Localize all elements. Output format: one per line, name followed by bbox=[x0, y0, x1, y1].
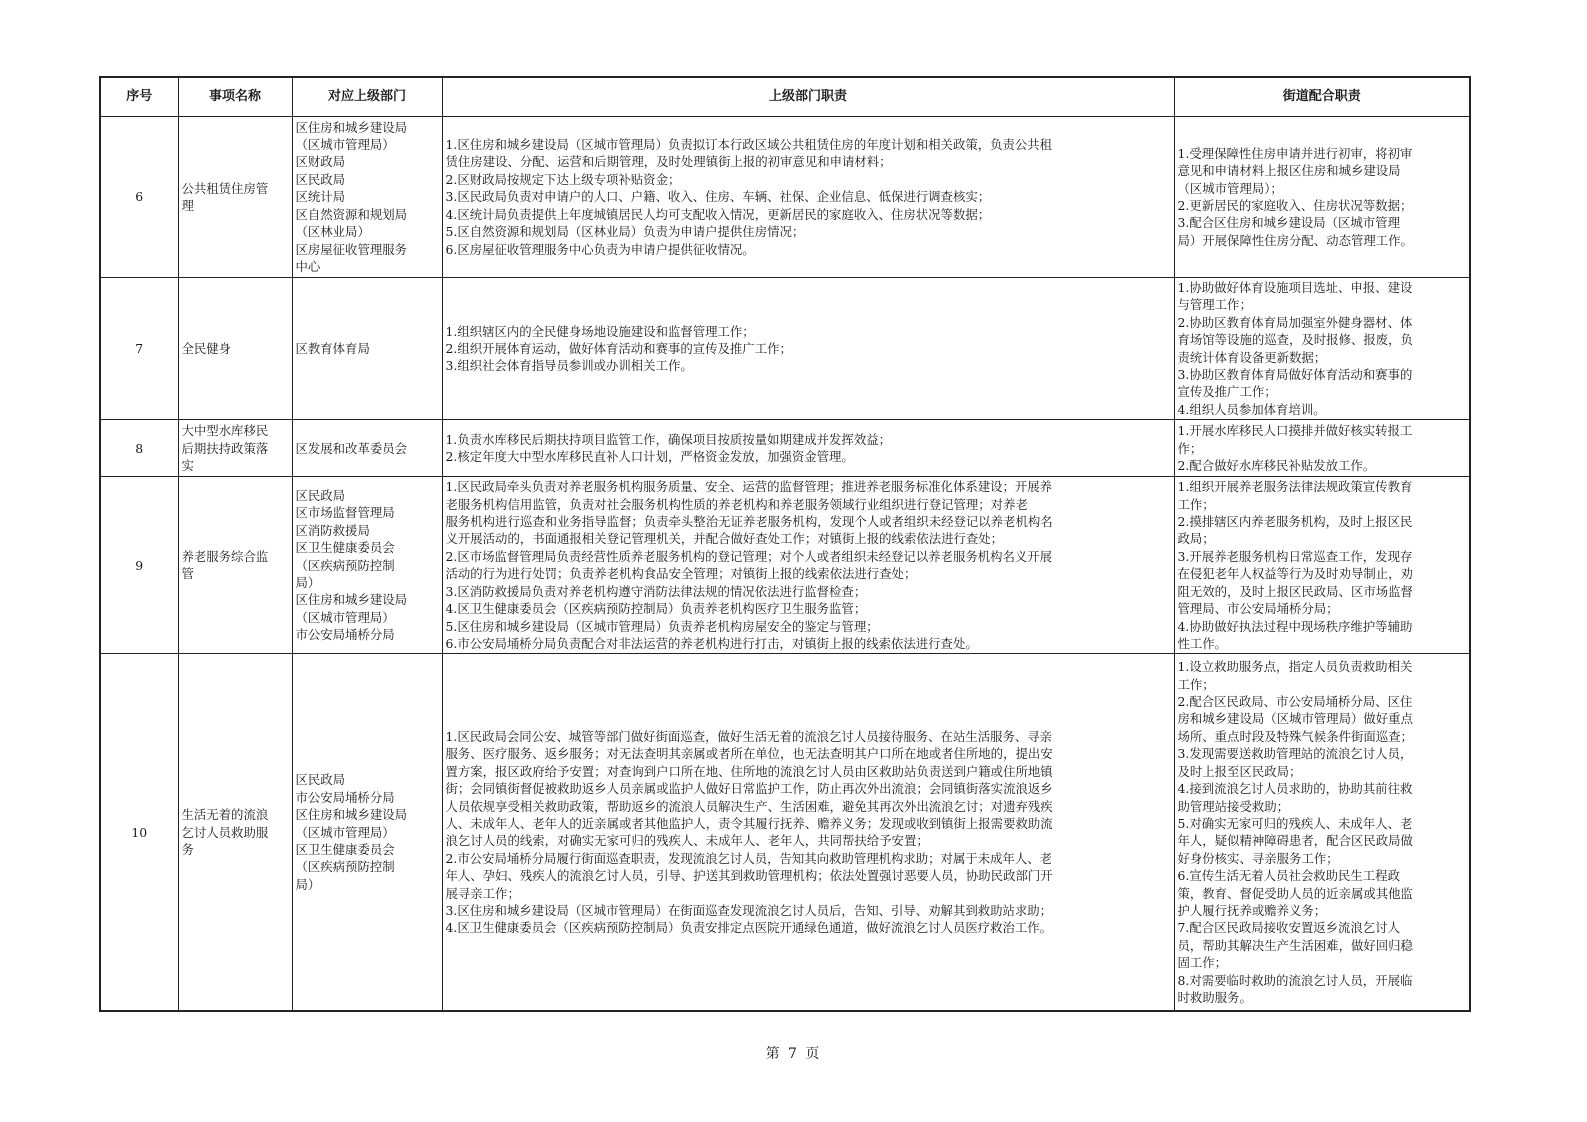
text-line: 生活无着的流浪 bbox=[181, 807, 269, 823]
text-line: 2.配合做好水库移民补贴发放工作。 bbox=[1177, 457, 1376, 473]
text-line: （区城市管理局）； bbox=[1177, 180, 1283, 196]
superior-duties-cell bbox=[442, 278, 1174, 420]
text-line: 2.配合区民政局、市公安局埇桥分局、区住 bbox=[1177, 694, 1413, 710]
text-line: 场所、重点时段及特殊气候条件街面巡查； bbox=[1177, 728, 1413, 744]
row-index: 10 bbox=[100, 654, 178, 1012]
text-line: 作； bbox=[1177, 440, 1203, 456]
text-line: 市公安局埇桥分局 bbox=[295, 789, 395, 805]
text-line: 养老服务综合监 bbox=[181, 548, 269, 564]
text-line: 2.核定年度大中型水库移民直补人口计划，严格资金发放，加强资金管理。 bbox=[445, 449, 854, 465]
text-line: 助管理站接受救助； bbox=[1177, 798, 1290, 814]
text-line: 活动的行为进行处罚；负责养老机构食品安全管理；对镇街上报的线索依法进行查处； bbox=[445, 566, 917, 582]
text-line: 4.区卫生健康委员会（区疾病预防控制局）负责安排定点医院开通绿色通道，做好流浪乞讨人员医疗救治工作。 bbox=[445, 920, 1053, 936]
text-line: 4.接到流浪乞讨人员求助的，协助其前往救 bbox=[1177, 781, 1413, 797]
text-line: 5.区住房和城乡建设局（区城市管理局）负责养老机构房屋安全的鉴定与管理； bbox=[445, 618, 879, 634]
text-line: 性工作。 bbox=[1177, 635, 1228, 651]
text-line: 浪乞讨人员的线索，对确实无家可归的残疾人、未成年人、老年人，共同帮扶给予安置； bbox=[445, 833, 929, 849]
text-line: 区教育体育局 bbox=[295, 340, 370, 356]
table-row bbox=[100, 420, 1470, 477]
text-line: 2.摸排辖区内养老服务机构，及时上报区民 bbox=[1177, 514, 1413, 530]
text-line: 房和城乡建设局（区城市管理局）做好重点 bbox=[1177, 711, 1413, 727]
text-line: 区发展和改革委员会 bbox=[295, 440, 408, 456]
text-line: 4.区统计局负责提供上年度城镇居民人均可支配收入情况，更新居民的家庭收入、住房状况等数据； bbox=[445, 206, 991, 222]
text-line: 策，教育、督促受助人员的近亲属或其他监 bbox=[1177, 885, 1413, 901]
row-index: 6 bbox=[100, 117, 178, 278]
item-name-cell bbox=[178, 117, 292, 278]
text-line: 1.设立救助服务点，指定人员负责救助相关 bbox=[1177, 659, 1413, 675]
text-line: 中心 bbox=[295, 258, 321, 274]
text-line: 老服务机构信用监管，负责对社会服务机构性质的养老机构和养老服务领域行业组织进行登记管理；对养老 bbox=[445, 496, 1028, 512]
street-duties-cell bbox=[1174, 654, 1470, 1012]
text-line: 政局； bbox=[1177, 531, 1215, 547]
text-line: 管理局、市公安局埇桥分局； bbox=[1177, 601, 1339, 617]
table-header-row bbox=[100, 77, 1470, 117]
street-duties-cell bbox=[1174, 278, 1470, 420]
text-line: 5.对确实无家可归的残疾人、未成年人、老 bbox=[1177, 815, 1413, 831]
text-line: 1.开展水库移民人口摸排并做好核实转报工 bbox=[1177, 423, 1413, 439]
text-line: 区民政局 bbox=[295, 772, 346, 788]
text-line: 1.受理保障性住房申请并进行初审，将初审 bbox=[1177, 145, 1413, 161]
text-line: 责统计体育设备更新数据； bbox=[1177, 349, 1327, 365]
text-line: 6.市公安局埇桥分局负责配合对非法运营的养老机构进行打击，对镇街上报的线索依法进行查处。 bbox=[445, 635, 978, 651]
header-superior-duties: 上级部门职责 bbox=[442, 77, 1174, 117]
text-line: 育场馆等设施的巡查，及时报修、报废，负 bbox=[1177, 332, 1413, 348]
street-duties-cell bbox=[1174, 477, 1470, 654]
header-superior-dept: 对应上级部门 bbox=[292, 77, 442, 117]
text-line: 年人、孕妇、残疾人的流浪乞讨人员，引导、护送其到救助管理机构；依法处置强讨恶要人员，协助民政部门开 bbox=[445, 868, 1053, 884]
text-line: 大中型水库移民 bbox=[181, 423, 269, 439]
text-line: 人、未成年人、老年人的近亲属或者其他监护人，责令其履行抚养、赡养义务；发现或收到镇街上报需要救助流 bbox=[445, 815, 1053, 831]
row-index: 7 bbox=[100, 278, 178, 420]
text-line: 区住房和城乡建设局 bbox=[295, 119, 408, 135]
text-line: 赁住房建设、分配、运营和后期管理，及时处理镇街上报的初审意见和申请材料； bbox=[445, 154, 892, 170]
text-line: 2.市公安局埇桥分局履行街面巡查职责，发现流浪乞讨人员，告知其向救助管理机构求助；对属于未成年人、老 bbox=[445, 850, 1053, 866]
text-line: 7.配合区民政局接收安置返乡流浪乞讨人 bbox=[1177, 920, 1400, 936]
street-duties-cell bbox=[1174, 420, 1470, 477]
text-line: 1.组织开展养老服务法律法规政策宣传教育 bbox=[1177, 479, 1413, 495]
text-line: 区卫生健康委员会 bbox=[295, 540, 395, 556]
superior-duties-cell bbox=[442, 117, 1174, 278]
superior-dept-cell bbox=[292, 654, 442, 1012]
text-line: 2.区市场监督管理局负责经营性质养老服务机构的登记管理；对个人或者组织未经登记以养老服务机构名义开展 bbox=[445, 548, 1053, 564]
text-line: 局） bbox=[295, 876, 321, 892]
text-line: 区住房和城乡建设局 bbox=[295, 807, 408, 823]
superior-duties-cell bbox=[442, 654, 1174, 1012]
text-line: 3.发现需要送救助管理站的流浪乞讨人员， bbox=[1177, 746, 1413, 762]
text-line: 区自然资源和规划局 bbox=[295, 206, 408, 222]
text-line: 3.开展养老服务机构日常巡查工作，发现存 bbox=[1177, 548, 1413, 564]
text-line: 全民健身 bbox=[181, 340, 232, 356]
text-line: （区疾病预防控制 bbox=[295, 557, 395, 573]
text-line: 义开展活动的，书面通报相关登记管理机关，并配合做好查处工作；对镇街上报的线索依法进行查处； bbox=[445, 531, 1004, 547]
text-line: 意见和申请材料上报区住房和城乡建设局 bbox=[1177, 163, 1401, 179]
text-line: 8.对需要临时救助的流浪乞讨人员，开展临 bbox=[1177, 972, 1413, 988]
table-row bbox=[100, 278, 1470, 420]
text-line: 服务、医疗服务、返乡服务；对无法查明其亲属或者所在单位，也无法查明其户口所在地或者住所地的，提出安 bbox=[445, 746, 1053, 762]
text-line: 阻无效的，及时上报区民政局、区市场监督 bbox=[1177, 583, 1413, 599]
text-line: 与管理工作； bbox=[1177, 297, 1252, 313]
header-street-duties: 街道配合职责 bbox=[1174, 77, 1470, 117]
text-line: 2.更新居民的家庭收入、住房状况等数据； bbox=[1177, 198, 1413, 213]
text-line: 在侵犯老年人权益等行为及时劝导制止，劝 bbox=[1177, 566, 1413, 582]
text-line: 1.区住房和城乡建设局（区城市管理局）负责拟订本行政区域公共租赁住房的年度计划和相关政策，负责公共租 bbox=[445, 137, 1053, 153]
text-line: 护人履行抚养或赡养义务； bbox=[1177, 902, 1327, 918]
superior-duties-cell bbox=[442, 477, 1174, 654]
text-line: 区房屋征收管理服务 bbox=[295, 241, 408, 257]
text-line: 乞讨人员救助服 bbox=[181, 824, 269, 840]
header-index: 序号 bbox=[100, 77, 178, 117]
text-line: 1.协助做好体育设施项目选址、申报、建设 bbox=[1177, 280, 1413, 295]
text-line: 局） bbox=[295, 574, 321, 590]
responsibility-table bbox=[99, 76, 1471, 1012]
text-line: 3.区住房和城乡建设局（区城市管理局）在街面巡查发现流浪乞讨人员后，告知、引导、劝解其到救助站求助； bbox=[445, 902, 1053, 918]
street-duties-cell bbox=[1174, 117, 1470, 278]
text-line: 3.区消防救援局负责对养老机构遵守消防法律法规的情况依法进行监督检查； bbox=[445, 583, 867, 599]
text-line: 固工作； bbox=[1177, 955, 1228, 971]
text-line: 宣传及推广工作； bbox=[1177, 384, 1277, 400]
superior-dept-cell bbox=[292, 117, 442, 278]
text-line: 区住房和城乡建设局 bbox=[295, 592, 408, 608]
text-line: 区消防救援局 bbox=[295, 522, 370, 538]
table-row bbox=[100, 117, 1470, 278]
row-index: 9 bbox=[100, 477, 178, 654]
table-body bbox=[100, 117, 1470, 1012]
text-line: 区卫生健康委员会 bbox=[295, 842, 395, 858]
text-line: 区财政局 bbox=[295, 154, 346, 170]
superior-dept-cell bbox=[292, 477, 442, 654]
text-line: 3.组织社会体育指导员参训或办训相关工作。 bbox=[445, 358, 693, 374]
text-line: 4.协助做好执法过程中现场秩序维护等辅助 bbox=[1177, 618, 1413, 634]
text-line: 管 bbox=[181, 566, 194, 582]
page-number: 第 7 页 bbox=[765, 1046, 822, 1062]
text-line: 2.协助区教育体育局加强室外健身器材、体 bbox=[1177, 314, 1413, 330]
text-line: （区疾病预防控制 bbox=[295, 859, 395, 875]
text-line: 区市场监督管理局 bbox=[295, 505, 395, 521]
text-line: 街；会同镇街督促被救助返乡人员亲属或监护人做好日常监护工作，防止再次外出流浪；会同镇街落实流浪返乡 bbox=[445, 781, 1053, 797]
text-line: 3.区民政局负责对申请户的人口、户籍、收入、住房、车辆、社保、企业信息、低保进行调查核实； bbox=[445, 189, 991, 205]
text-line: 工作； bbox=[1177, 676, 1215, 692]
item-name-cell bbox=[178, 477, 292, 654]
text-line: 年人，疑似精神障碍患者，配合区民政局做 bbox=[1177, 833, 1413, 849]
text-line: 人员依规享受相关救助政策，帮助返乡的流浪人员解决生产、生活困难，避免其再次外出流浪乞讨；对遗弃残疾 bbox=[445, 798, 1053, 814]
text-line: 5.区自然资源和规划局（区林业局）负责为申请户提供住房情况； bbox=[445, 224, 805, 240]
item-name-cell bbox=[178, 654, 292, 1012]
text-line: 置方案，报区政府给予安置；对查询到户口所在地、住所地的流浪乞讨人员由区救助站负责送到户籍或住所地镇 bbox=[445, 763, 1053, 779]
text-line: 市公安局埇桥分局 bbox=[295, 627, 395, 643]
text-line: 服务机构进行巡查和业务指导监督；负责牵头整治无证养老服务机构，发现个人或者组织未经登记以养老机构名 bbox=[445, 514, 1053, 530]
text-line: 4.组织人员参加体育培训。 bbox=[1177, 401, 1326, 417]
text-line: 6.宣传生活无着人员社会救助民生工程政 bbox=[1177, 868, 1400, 884]
item-name-cell bbox=[178, 420, 292, 477]
text-line: 区统计局 bbox=[295, 189, 346, 205]
text-line: 4.区卫生健康委员会（区疾病预防控制局）负责养老机构医疗卫生服务监管； bbox=[445, 601, 867, 617]
row-index: 8 bbox=[100, 420, 178, 477]
superior-duties-cell bbox=[442, 420, 1174, 477]
text-line: 好身份核实、寻亲服务工作； bbox=[1177, 850, 1339, 866]
text-line: 实 bbox=[181, 457, 194, 473]
text-line: 1.区民政局牵头负责对养老服务机构服务质量、安全、运营的监督管理；推进养老服务标准化体系建设；开展养 bbox=[445, 479, 1053, 495]
text-line: （区城市管理局） bbox=[295, 137, 395, 153]
table-row bbox=[100, 654, 1470, 1012]
item-name-cell bbox=[178, 278, 292, 420]
text-line: 及时上报至区民政局； bbox=[1177, 763, 1302, 779]
text-line: 工作； bbox=[1177, 496, 1215, 512]
text-line: 区民政局 bbox=[295, 487, 346, 503]
text-line: 员，帮助其解决生产生活困难，做好回归稳 bbox=[1177, 937, 1413, 953]
table-row bbox=[100, 477, 1470, 654]
text-line: 1.负责水库移民后期扶持项目监管工作，确保项目按质按量如期建成并发挥效益； bbox=[445, 431, 891, 447]
text-line: 2.区财政局按规定下达上级专项补贴资金； bbox=[445, 171, 681, 187]
text-line: 公共租赁住房管 bbox=[181, 180, 269, 196]
text-line: 6.区房屋征收管理服务中心负责为申请户提供征收情况。 bbox=[445, 241, 755, 257]
text-line: （区城市管理局） bbox=[295, 609, 395, 625]
text-line: 1.区民政局会同公安、城管等部门做好街面巡查，做好生活无着的流浪乞讨人员接待服务、在站生活服务、寻亲 bbox=[445, 728, 1053, 744]
text-line: 3.配合区住房和城乡建设局（区城市管理 bbox=[1177, 215, 1400, 231]
text-line: 3.协助区教育体育局做好体育活动和赛事的 bbox=[1177, 367, 1413, 383]
text-line: 时救助服务。 bbox=[1177, 989, 1252, 1005]
text-line: 展寻亲工作； bbox=[445, 885, 520, 901]
header-item-name: 事项名称 bbox=[178, 77, 292, 117]
text-line: 理 bbox=[181, 198, 194, 213]
text-line: 2.组织开展体育运动，做好体育活动和赛事的宣传及推广工作； bbox=[445, 340, 792, 356]
superior-dept-cell bbox=[292, 420, 442, 477]
text-line: 区民政局 bbox=[295, 171, 346, 187]
superior-dept-cell bbox=[292, 278, 442, 420]
text-line: 局）开展保障性住房分配、动态管理工作。 bbox=[1177, 232, 1413, 248]
text-line: （区林业局） bbox=[295, 224, 370, 240]
text-line: 务 bbox=[181, 842, 194, 858]
text-line: （区城市管理局） bbox=[295, 824, 395, 840]
text-line: 1.组织辖区内的全民健身场地设施建设和监督管理工作； bbox=[445, 323, 755, 339]
text-line: 后期扶持政策落 bbox=[181, 440, 269, 456]
